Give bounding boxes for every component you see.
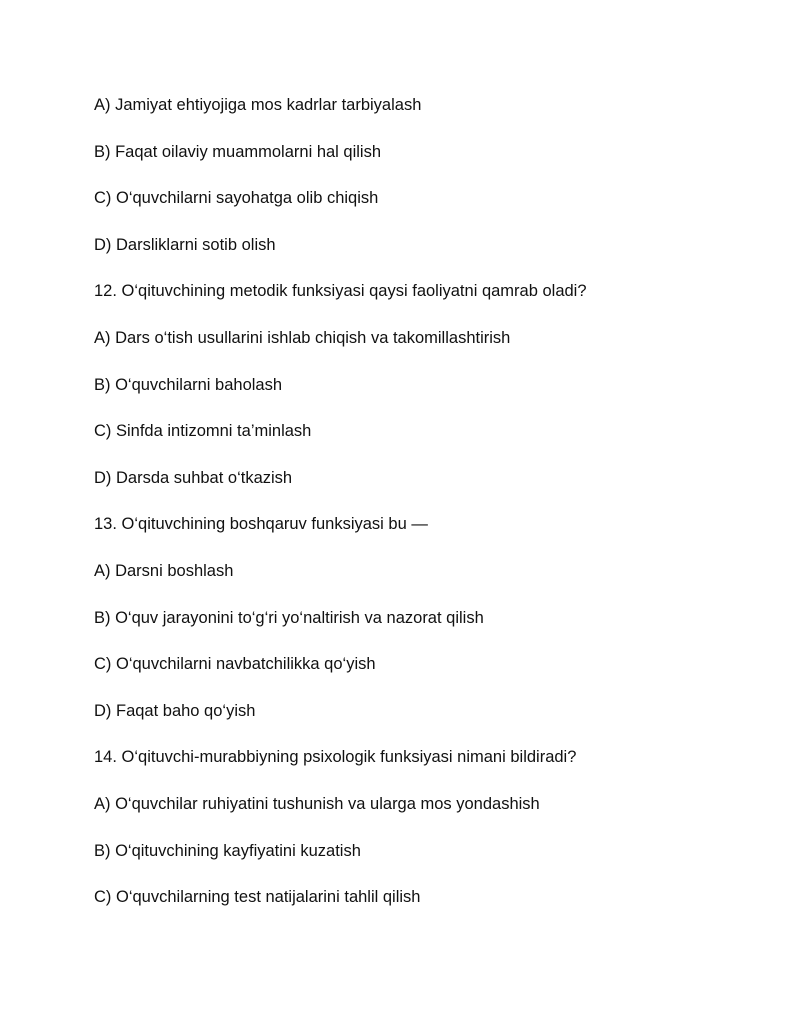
answer-option: C) O‘quvchilarni navbatchilikka qo‘yish — [94, 655, 376, 674]
answer-option: C) Sinfda intizomni ta’minlash — [94, 422, 312, 441]
answer-option: A) Jamiyat ehtiyojiga mos kadrlar tarbiyalash — [94, 96, 422, 114]
answer-option: A) Dars o‘tish usullarini ishlab chiqish va takomillashtirish — [94, 328, 511, 347]
question-list — [94, 93, 774, 932]
question-text: 13. O‘qituvchining boshqaruv funksiyasi bu — — [94, 515, 428, 534]
question-text: 12. O‘qituvchining metodik funksiyasi qaysi faoliyatni qamrab oladi? — [94, 282, 587, 301]
answer-option: B) O‘quv jarayonini to‘g‘ri yo‘naltirish va nazorat qilish — [94, 608, 484, 627]
answer-option: B) Faqat oilaviy muammolarni hal qilish — [94, 142, 382, 161]
answer-option: B) O‘qituvchining kayfiyatini kuzatish — [94, 841, 361, 860]
answer-option: C) O‘quvchilarning test natijalarini tahlil qilish — [94, 888, 421, 907]
answer-option: A) Darsni boshlash — [94, 561, 234, 580]
answer-option: A) O‘quvchilar ruhiyatini tushunish va ularga mos yondashish — [94, 794, 540, 813]
answer-option: B) O‘quvchilarni baholash — [94, 375, 283, 394]
answer-option: D) Darsda suhbat o‘tkazish — [94, 468, 293, 487]
answer-option: D) Faqat baho qo‘yish — [94, 701, 256, 720]
question-text: 14. O‘qituvchi-murabbiyning psixologik funksiyasi nimani bildiradi? — [94, 748, 577, 767]
answer-option: D) Darsliklarni sotib olish — [94, 235, 276, 254]
answer-option: C) O‘quvchilarni sayohatga olib chiqish — [94, 189, 379, 208]
